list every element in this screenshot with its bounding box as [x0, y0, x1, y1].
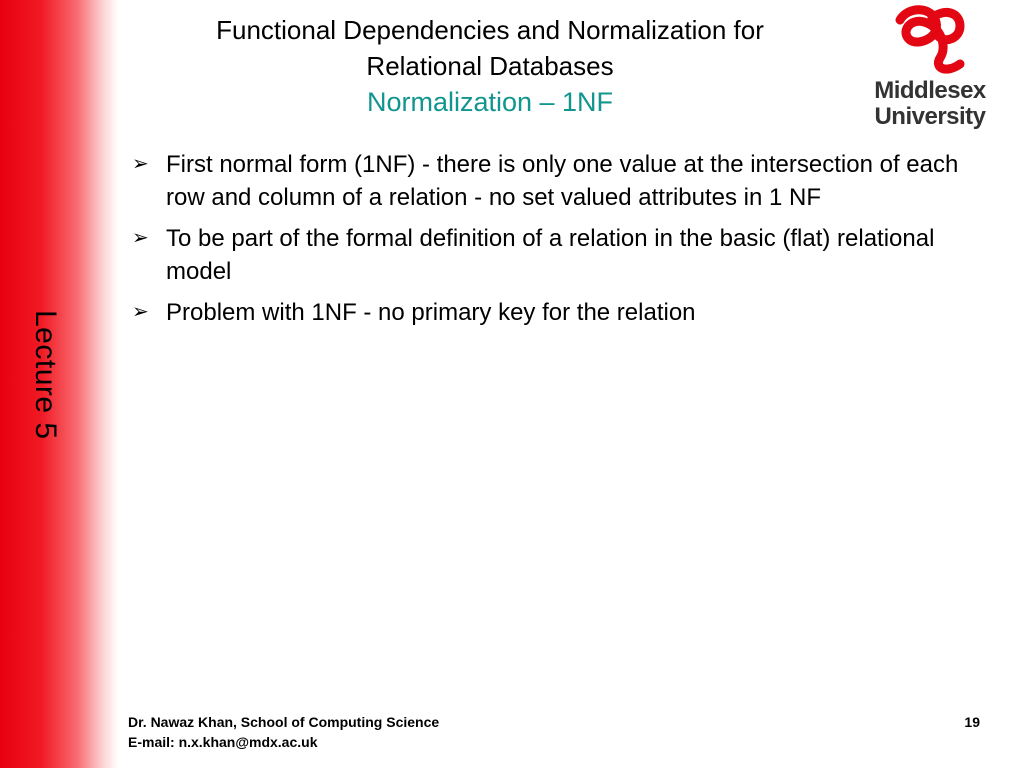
bullet-text: To be part of the formal definition of a relation in the basic (flat) relational model: [166, 225, 935, 285]
bullet-text: First normal form (1NF) - there is only one value at the intersection of each row and column of a relation - no set valued attributes in 1 NF: [166, 151, 959, 211]
bullet-item: [128, 148, 988, 214]
bullet-text: Problem with 1NF - no primary key for the relation: [166, 299, 696, 326]
bullet-item: [128, 296, 988, 329]
university-logo: [868, 2, 992, 144]
footer-author: Dr. Nawaz Khan, School of Computing Science: [128, 714, 440, 730]
bullet-item: [128, 222, 988, 288]
title-line-1: Functional Dependencies and Normalization for: [216, 15, 764, 45]
logo-text-line-2: University: [874, 103, 986, 130]
bullet-list: [128, 148, 988, 337]
slide-subtitle: Normalization – 1NF: [366, 87, 614, 117]
arrow-bullet-icon: ➢: [132, 227, 149, 249]
logo-text-line-1: Middlesex: [874, 77, 986, 104]
slide-footer: [128, 712, 978, 752]
logo-mark-icon: [888, 2, 972, 78]
slide-title: [150, 12, 830, 120]
arrow-bullet-icon: ➢: [132, 301, 149, 323]
footer-email: E-mail: n.x.khan@mdx.ac.uk: [128, 734, 318, 750]
arrow-bullet-icon: ➢: [132, 153, 149, 175]
lecture-label: Lecture 5: [29, 310, 62, 440]
page-number: 19: [964, 714, 980, 730]
title-line-2: Relational Databases: [366, 51, 614, 81]
